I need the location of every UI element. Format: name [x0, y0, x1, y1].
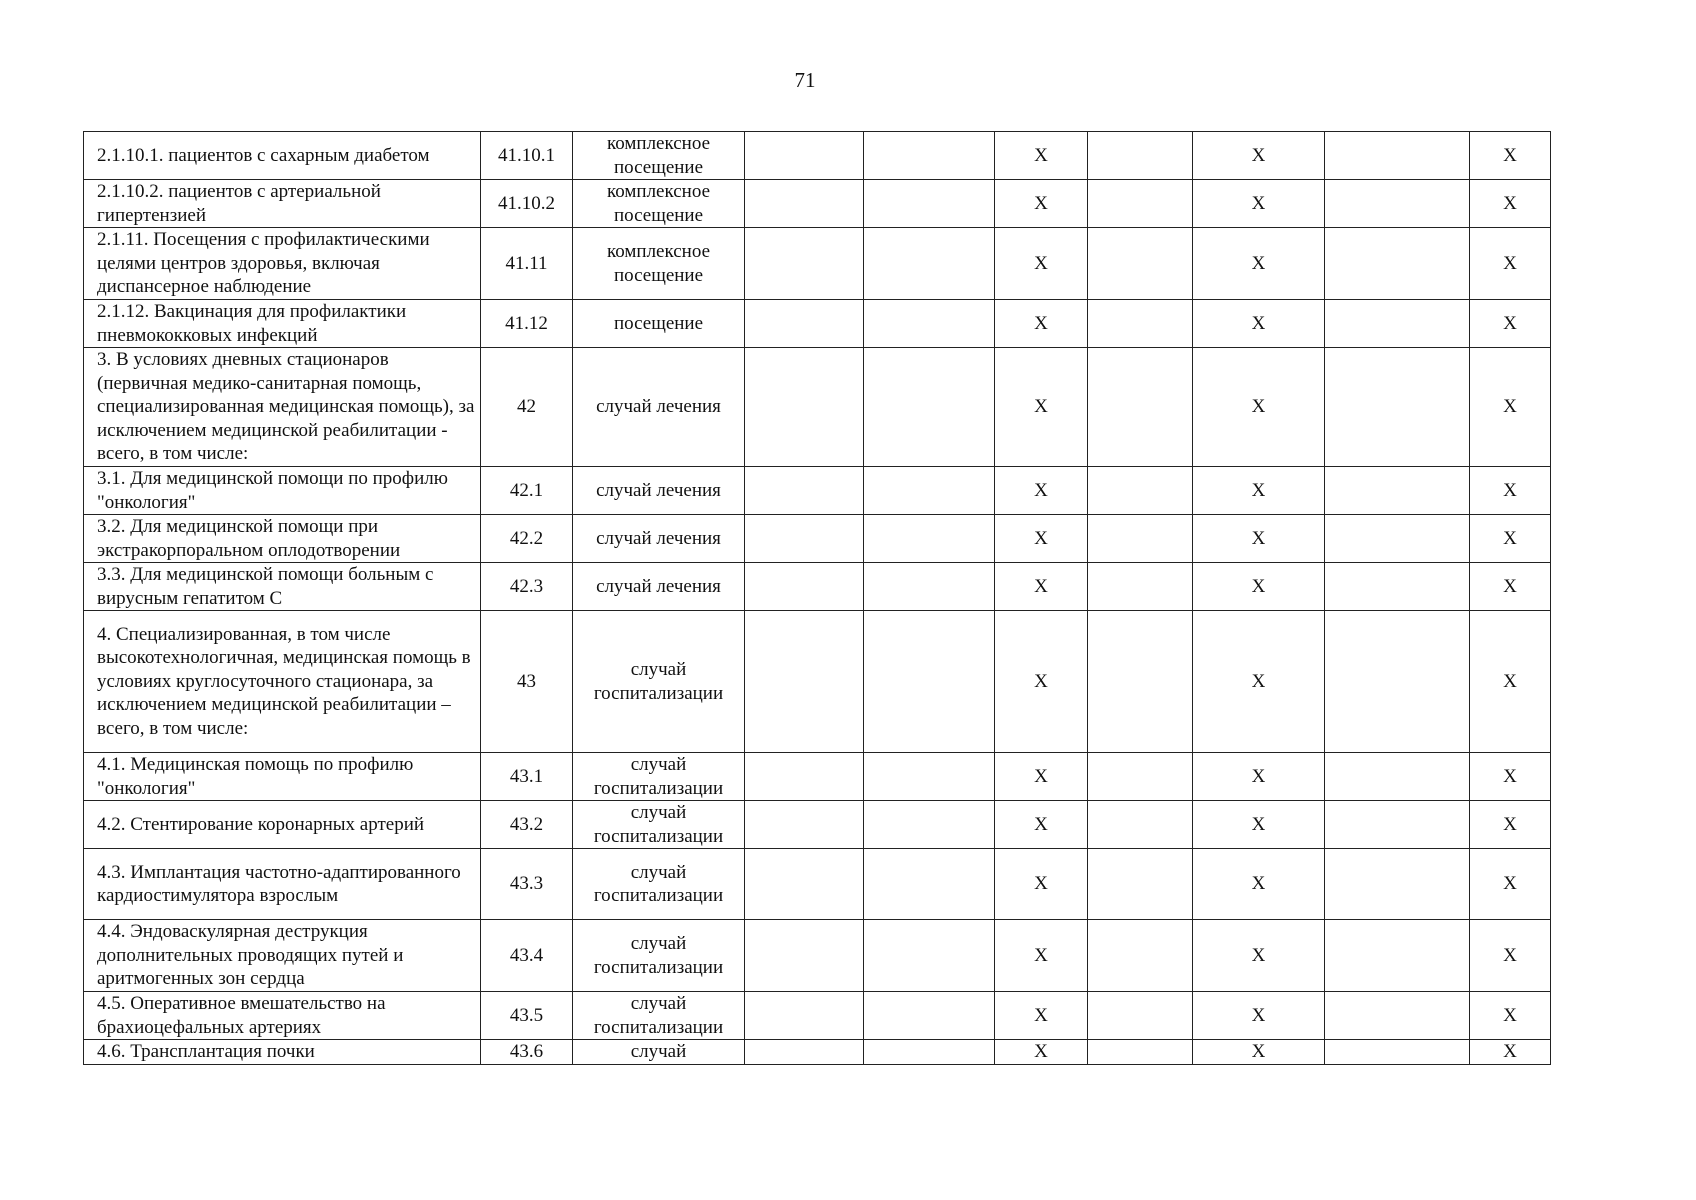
table-row: [84, 1040, 1551, 1065]
row-col-6: X: [995, 849, 1088, 920]
row-col-5: [864, 300, 995, 348]
row-col-8: X: [1193, 849, 1325, 920]
row-col-7: [1088, 992, 1193, 1040]
row-col-5: [864, 132, 995, 180]
row-unit: случай госпитализации: [573, 920, 745, 992]
row-col-5: [864, 801, 995, 849]
row-col-7: [1088, 467, 1193, 515]
row-code: 43.1: [481, 753, 573, 801]
row-unit: комплексное посещение: [573, 228, 745, 300]
row-col-10: X: [1470, 348, 1551, 467]
row-col-9: [1325, 992, 1470, 1040]
table-row: [84, 515, 1551, 563]
row-code: 41.10.1: [481, 132, 573, 180]
row-name: 4. Специализированная, в том числе высокотехнологичная, медицинская помощь в условиях круглосуточного стационара, за исключением медицинской реабилитации – всего, в том числе:: [84, 611, 481, 753]
row-col-6: X: [995, 920, 1088, 992]
table-row: [84, 228, 1551, 300]
row-col-4: [745, 992, 864, 1040]
row-code: 43.2: [481, 801, 573, 849]
table-row: [84, 992, 1551, 1040]
row-unit: случай госпитализации: [573, 753, 745, 801]
row-col-5: [864, 563, 995, 611]
row-col-4: [745, 132, 864, 180]
row-col-6: X: [995, 1040, 1088, 1065]
row-col-9: [1325, 611, 1470, 753]
row-code: 42: [481, 348, 573, 467]
row-col-10: X: [1470, 611, 1551, 753]
row-col-4: [745, 611, 864, 753]
row-col-10: X: [1470, 563, 1551, 611]
row-col-6: X: [995, 563, 1088, 611]
row-col-6: X: [995, 611, 1088, 753]
row-col-7: [1088, 801, 1193, 849]
row-col-5: [864, 348, 995, 467]
row-col-7: [1088, 611, 1193, 753]
row-code: 41.10.2: [481, 180, 573, 228]
row-col-10: X: [1470, 467, 1551, 515]
row-col-8: X: [1193, 1040, 1325, 1065]
row-col-6: X: [995, 992, 1088, 1040]
row-unit: посещение: [573, 300, 745, 348]
row-col-7: [1088, 1040, 1193, 1065]
row-unit: случай лечения: [573, 563, 745, 611]
row-col-9: [1325, 801, 1470, 849]
row-col-7: [1088, 849, 1193, 920]
row-code: 43.4: [481, 920, 573, 992]
row-col-6: X: [995, 515, 1088, 563]
row-col-10: X: [1470, 300, 1551, 348]
row-col-4: [745, 348, 864, 467]
row-code: 43: [481, 611, 573, 753]
row-col-5: [864, 515, 995, 563]
table-body: [84, 132, 1551, 1065]
row-col-8: X: [1193, 132, 1325, 180]
table-row: [84, 348, 1551, 467]
row-col-7: [1088, 228, 1193, 300]
row-unit: случай лечения: [573, 515, 745, 563]
row-col-10: X: [1470, 849, 1551, 920]
row-col-6: X: [995, 180, 1088, 228]
row-col-9: [1325, 1040, 1470, 1065]
row-col-5: [864, 849, 995, 920]
row-col-4: [745, 180, 864, 228]
row-col-6: X: [995, 132, 1088, 180]
row-name: 4.2. Стентирование коронарных артерий: [84, 801, 481, 849]
table-row: [84, 300, 1551, 348]
row-col-5: [864, 753, 995, 801]
row-unit: случай: [573, 1040, 745, 1065]
row-col-8: X: [1193, 515, 1325, 563]
row-col-10: X: [1470, 228, 1551, 300]
row-col-9: [1325, 300, 1470, 348]
row-col-4: [745, 563, 864, 611]
row-col-6: X: [995, 228, 1088, 300]
row-code: 42.1: [481, 467, 573, 515]
row-col-4: [745, 801, 864, 849]
row-col-8: X: [1193, 563, 1325, 611]
row-col-10: X: [1470, 753, 1551, 801]
row-col-4: [745, 920, 864, 992]
table-row: [84, 611, 1551, 753]
row-col-8: X: [1193, 801, 1325, 849]
row-col-6: X: [995, 801, 1088, 849]
row-code: 41.11: [481, 228, 573, 300]
row-col-4: [745, 467, 864, 515]
row-col-10: X: [1470, 132, 1551, 180]
row-unit: случай госпитализации: [573, 611, 745, 753]
row-col-9: [1325, 180, 1470, 228]
row-col-7: [1088, 348, 1193, 467]
row-col-9: [1325, 132, 1470, 180]
row-col-8: X: [1193, 180, 1325, 228]
table-row: [84, 801, 1551, 849]
row-col-9: [1325, 849, 1470, 920]
row-col-10: X: [1470, 992, 1551, 1040]
row-col-9: [1325, 920, 1470, 992]
table-row: [84, 753, 1551, 801]
row-col-9: [1325, 348, 1470, 467]
row-col-8: X: [1193, 611, 1325, 753]
row-unit: комплексное посещение: [573, 180, 745, 228]
row-col-4: [745, 300, 864, 348]
table-row: [84, 132, 1551, 180]
row-col-7: [1088, 180, 1193, 228]
row-name: 2.1.11. Посещения с профилактическими целями центров здоровья, включая диспансерное наблюдение: [84, 228, 481, 300]
row-name: 4.3. Имплантация частотно-адаптированного кардиостимулятора взрослым: [84, 849, 481, 920]
row-col-5: [864, 992, 995, 1040]
row-unit: случай госпитализации: [573, 801, 745, 849]
row-code: 43.5: [481, 992, 573, 1040]
row-col-5: [864, 467, 995, 515]
row-col-4: [745, 849, 864, 920]
row-name: 2.1.10.1. пациентов с сахарным диабетом: [84, 132, 481, 180]
row-name: 3.3. Для медицинской помощи больным с вирусным гепатитом С: [84, 563, 481, 611]
row-unit: случай госпитализации: [573, 849, 745, 920]
row-name: 4.5. Оперативное вмешательство на брахиоцефальных артериях: [84, 992, 481, 1040]
row-col-9: [1325, 563, 1470, 611]
row-name: 3.2. Для медицинской помощи при экстракорпоральном оплодотворении: [84, 515, 481, 563]
row-col-4: [745, 228, 864, 300]
row-unit: случай госпитализации: [573, 992, 745, 1040]
row-col-8: X: [1193, 753, 1325, 801]
row-name: 4.1. Медицинская помощь по профилю "онкология": [84, 753, 481, 801]
row-col-9: [1325, 467, 1470, 515]
row-code: 41.12: [481, 300, 573, 348]
row-col-10: X: [1470, 1040, 1551, 1065]
row-code: 43.6: [481, 1040, 573, 1065]
row-col-8: X: [1193, 228, 1325, 300]
row-col-5: [864, 228, 995, 300]
row-col-9: [1325, 515, 1470, 563]
row-unit: случай лечения: [573, 467, 745, 515]
row-col-5: [864, 1040, 995, 1065]
row-code: 42.2: [481, 515, 573, 563]
row-col-4: [745, 1040, 864, 1065]
row-col-6: X: [995, 467, 1088, 515]
row-col-7: [1088, 920, 1193, 992]
table-row: [84, 920, 1551, 992]
row-code: 43.3: [481, 849, 573, 920]
row-unit: комплексное посещение: [573, 132, 745, 180]
row-col-7: [1088, 753, 1193, 801]
row-col-4: [745, 753, 864, 801]
row-col-7: [1088, 515, 1193, 563]
row-unit: случай лечения: [573, 348, 745, 467]
row-col-10: X: [1470, 515, 1551, 563]
table-row: [84, 563, 1551, 611]
row-col-8: X: [1193, 348, 1325, 467]
row-col-8: X: [1193, 467, 1325, 515]
data-table: [83, 131, 1551, 1065]
row-col-6: X: [995, 753, 1088, 801]
row-name: 2.1.10.2. пациентов с артериальной гипертензией: [84, 180, 481, 228]
table-row: [84, 467, 1551, 515]
row-col-8: X: [1193, 992, 1325, 1040]
row-col-7: [1088, 563, 1193, 611]
row-col-9: [1325, 753, 1470, 801]
table-row: [84, 849, 1551, 920]
row-col-5: [864, 920, 995, 992]
row-col-5: [864, 611, 995, 753]
row-col-8: X: [1193, 300, 1325, 348]
row-name: 2.1.12. Вакцинация для профилактики пневмококковых инфекций: [84, 300, 481, 348]
row-col-6: X: [995, 300, 1088, 348]
row-name: 4.4. Эндоваскулярная деструкция дополнительных проводящих путей и аритмогенных зон сердца: [84, 920, 481, 992]
row-col-7: [1088, 132, 1193, 180]
row-col-10: X: [1470, 180, 1551, 228]
row-col-7: [1088, 300, 1193, 348]
row-name: 3. В условиях дневных стационаров (первичная медико-санитарная помощь, специализированная медицинская помощь), за исключением медицинской реабилитации - всего, в том числе:: [84, 348, 481, 467]
row-name: 3.1. Для медицинской помощи по профилю "онкология": [84, 467, 481, 515]
row-col-6: X: [995, 348, 1088, 467]
row-name: 4.6. Трансплантация почки: [84, 1040, 481, 1065]
row-col-4: [745, 515, 864, 563]
table-row: [84, 180, 1551, 228]
row-col-10: X: [1470, 801, 1551, 849]
row-col-5: [864, 180, 995, 228]
row-col-9: [1325, 228, 1470, 300]
row-code: 42.3: [481, 563, 573, 611]
row-col-8: X: [1193, 920, 1325, 992]
page-number: 71: [794, 68, 816, 92]
row-col-10: X: [1470, 920, 1551, 992]
